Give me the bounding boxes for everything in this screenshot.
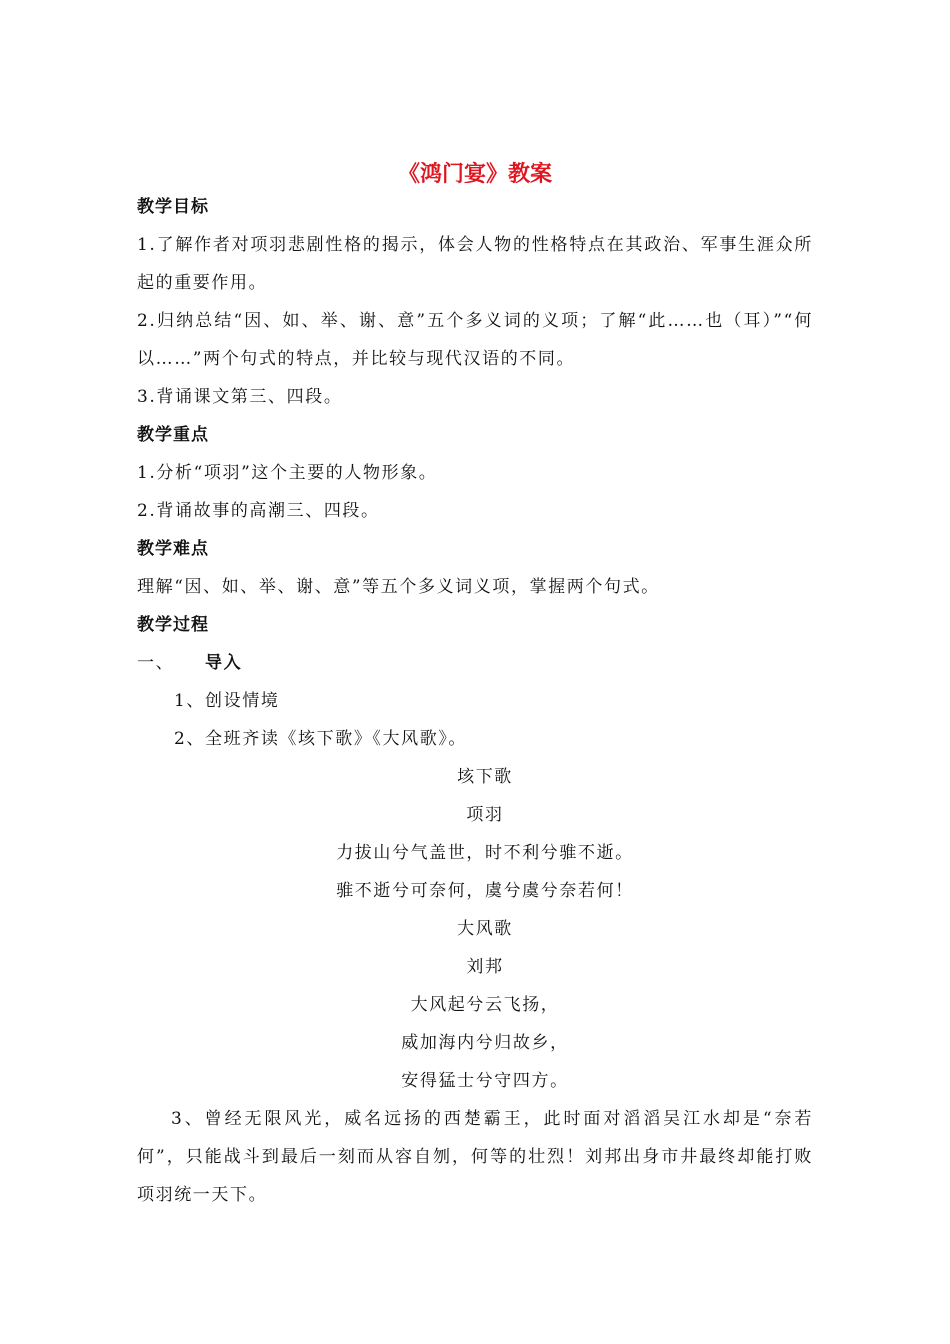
difficulties-heading: 教学难点	[137, 539, 209, 559]
step-item: 1、创设情境	[174, 691, 280, 711]
poem-line: 威加海内兮归故乡，	[401, 1033, 569, 1053]
poem-title: 大风歌	[457, 919, 513, 939]
poem-author: 刘邦	[466, 957, 504, 977]
key-point-item: 1.分析“项羽”这个主要的人物形象。	[137, 463, 438, 483]
step-item: 2、全班齐读《垓下歌》《大风歌》。	[174, 729, 468, 749]
key-point-item: 2.背诵故事的高潮三、四段。	[137, 501, 380, 521]
step-item: 3、曾经无限风光，威名远扬的西楚霸王，此时面对滔滔吴江水却是“奈若何”，只能战斗到最后一刻而从容自刎，何等的壮烈！刘邦出身市井最终却能打败项羽统一天下。	[137, 1109, 813, 1205]
poem-line: 骓不逝兮可奈何，虞兮虞兮奈若何！	[336, 881, 634, 901]
process-heading: 教学过程	[137, 615, 209, 635]
poem-line: 大风起兮云飞扬，	[410, 995, 560, 1015]
poem-author: 项羽	[466, 805, 504, 825]
objective-item: 1.了解作者对项羽悲剧性格的揭示，体会人物的性格特点在其政治、军事生涯众所起的重要作用。	[137, 235, 813, 293]
poem-line: 安得猛士兮守四方。	[401, 1071, 569, 1091]
objective-item: 3.背诵课文第三、四段。	[137, 387, 343, 407]
poem-title: 垓下歌	[457, 767, 513, 787]
section-heading	[137, 644, 813, 682]
difficulties-text: 理解“因、如、举、谢、意”等五个多义词义项，掌握两个句式。	[137, 577, 660, 597]
objective-item: 2.归纳总结“因、如、举、谢、意”五个多义词的义项；了解“此……也（耳）”“何以……”两个句式的特点，并比较与现代汉语的不同。	[137, 311, 813, 369]
section-number: 一、	[137, 653, 175, 673]
key-points-heading: 教学重点	[137, 425, 209, 445]
document-title: 《鸿门宴》教案	[397, 162, 552, 187]
objectives-heading: 教学目标	[137, 197, 209, 217]
document-body	[137, 188, 813, 1214]
poem-line: 力拔山兮气盖世，时不利兮骓不逝。	[336, 843, 634, 863]
section-label: 导入	[205, 653, 243, 673]
